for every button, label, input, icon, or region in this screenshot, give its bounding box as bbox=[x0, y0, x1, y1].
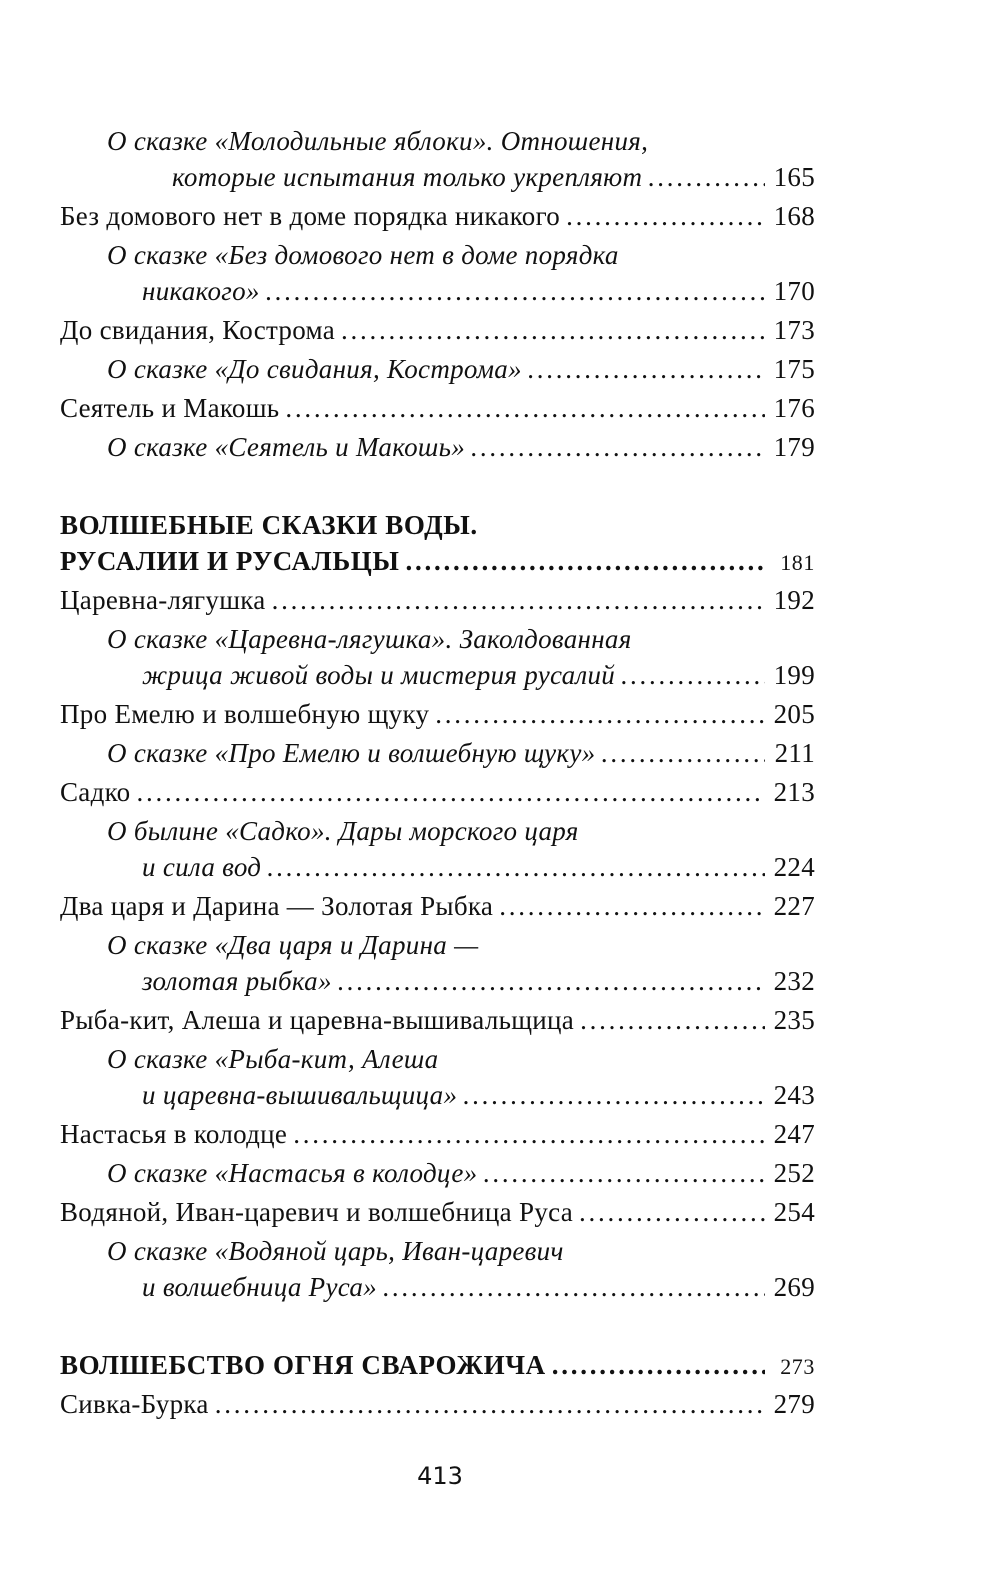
toc-page-number: 175 bbox=[773, 354, 815, 384]
toc-page-number: 224 bbox=[773, 852, 815, 882]
dot-leader bbox=[136, 775, 765, 809]
toc-page-number: 243 bbox=[773, 1080, 815, 1110]
toc-page-number: 273 bbox=[780, 1354, 815, 1379]
toc-line bbox=[107, 238, 815, 272]
toc-section-heading bbox=[60, 508, 815, 542]
toc-page-number: 269 bbox=[773, 1272, 815, 1302]
toc-line bbox=[142, 1078, 815, 1112]
toc-entry-title: и волшебница Руса» bbox=[142, 1272, 377, 1302]
toc-entry-title: Про Емелю и волшебную щуку bbox=[60, 699, 430, 729]
toc-page-number: 227 bbox=[773, 891, 815, 921]
toc-page-number: 176 bbox=[773, 393, 815, 423]
toc-line bbox=[107, 352, 815, 386]
dot-leader bbox=[293, 1117, 765, 1151]
dot-leader bbox=[383, 1270, 765, 1304]
toc-page-number: 199 bbox=[773, 660, 815, 690]
toc-entry-title: До свидания, Кострома bbox=[60, 315, 336, 345]
dot-leader bbox=[266, 274, 765, 308]
toc-entry-title: Сивка-Бурка bbox=[60, 1389, 209, 1419]
toc-page-number: 279 bbox=[773, 1389, 815, 1419]
toc-page-number: 232 bbox=[773, 966, 815, 996]
dot-leader bbox=[215, 1387, 765, 1421]
dot-leader bbox=[338, 964, 765, 998]
toc-line bbox=[60, 1387, 815, 1421]
toc-line bbox=[107, 814, 815, 848]
toc-entry-title: О сказке «Два царя и Дарина — bbox=[107, 930, 479, 960]
toc-line bbox=[172, 160, 815, 194]
toc-line bbox=[142, 274, 815, 308]
dot-leader bbox=[483, 1156, 765, 1190]
dot-leader bbox=[463, 1078, 765, 1112]
toc-line bbox=[107, 124, 815, 158]
toc-entry-title: Настасья в колодце bbox=[60, 1119, 288, 1149]
toc-line bbox=[107, 928, 815, 962]
toc-line bbox=[60, 775, 815, 809]
dot-leader bbox=[499, 889, 765, 923]
toc-section-title: ВОЛШЕБНЫЕ СКАЗКИ ВОДЫ. bbox=[60, 510, 478, 540]
toc-page-number: 213 bbox=[773, 777, 815, 807]
dot-leader bbox=[579, 1195, 765, 1229]
dot-leader bbox=[580, 1003, 765, 1037]
toc-entry-title: Царевна-лягушка bbox=[60, 585, 266, 615]
toc-line bbox=[142, 658, 815, 692]
toc-entry-title: Рыба-кит, Алеша и царевна-вышивальщица bbox=[60, 1005, 575, 1035]
toc-section-title: ВОЛШЕБСТВО ОГНЯ СВАРОЖИЧА bbox=[60, 1350, 546, 1380]
toc-line bbox=[142, 964, 815, 998]
toc-entry-title: Садко bbox=[60, 777, 131, 807]
toc-page-number: 235 bbox=[773, 1005, 815, 1035]
toc-entry-title: и царевна-вышивальщица» bbox=[142, 1080, 458, 1110]
dot-leader bbox=[267, 850, 765, 884]
dot-leader bbox=[601, 736, 765, 770]
toc-section-title: РУСАЛИИ И РУСАЛЬЦЫ bbox=[60, 546, 400, 576]
dot-leader bbox=[566, 199, 765, 233]
toc-entry-title: никакого» bbox=[142, 276, 260, 306]
toc-page-number: 211 bbox=[774, 738, 815, 768]
dot-leader bbox=[648, 160, 765, 194]
toc-line bbox=[142, 850, 815, 884]
dot-leader bbox=[471, 430, 765, 464]
toc-line bbox=[107, 1234, 815, 1268]
dot-leader bbox=[552, 1348, 765, 1382]
toc-page-number: 254 bbox=[773, 1197, 815, 1227]
dot-leader bbox=[435, 697, 765, 731]
toc-entry-title: жрица живой воды и мистерия русалий bbox=[142, 660, 616, 690]
toc-line bbox=[107, 622, 815, 656]
toc-line bbox=[107, 736, 815, 770]
toc-line bbox=[60, 1195, 815, 1229]
toc-line bbox=[60, 697, 815, 731]
toc-page-number: 205 bbox=[773, 699, 815, 729]
toc-entry-title: О былине «Садко». Дары морского царя bbox=[107, 816, 579, 846]
dot-leader bbox=[621, 658, 765, 692]
dot-leader bbox=[272, 583, 765, 617]
dot-leader bbox=[405, 544, 765, 578]
toc-entry-title: которые испытания только укрепляют bbox=[172, 162, 643, 192]
toc-entry-title: Два царя и Дарина — Золотая Рыбка bbox=[60, 891, 494, 921]
toc-entry-title: О сказке «Царевна-лягушка». Заколдованная bbox=[107, 624, 632, 654]
toc-line bbox=[60, 199, 815, 233]
toc-page-number: 247 bbox=[773, 1119, 815, 1149]
toc-line bbox=[107, 430, 815, 464]
toc-entry-title: золотая рыбка» bbox=[142, 966, 332, 996]
toc-entry-title: Водяной, Иван-царевич и волшебница Руса bbox=[60, 1197, 574, 1227]
toc-page-number: 173 bbox=[773, 315, 815, 345]
toc-entry-title: Без домового нет в доме порядка никакого bbox=[60, 201, 561, 231]
toc-page-number: 181 bbox=[780, 550, 815, 575]
toc-entry-title: О сказке «Про Емелю и волшебную щуку» bbox=[107, 738, 596, 768]
toc-entry-title: О сказке «Молодильные яблоки». Отношения, bbox=[107, 126, 649, 156]
toc-entry-title: и сила вод bbox=[142, 852, 262, 882]
toc-line bbox=[142, 1270, 815, 1304]
toc-page-number: 168 bbox=[773, 201, 815, 231]
page-number: 413 bbox=[417, 1462, 463, 1490]
toc-line bbox=[60, 889, 815, 923]
toc-entry-title: О сказке «Сеятель и Макошь» bbox=[107, 432, 465, 462]
toc-page-number: 179 bbox=[773, 432, 815, 462]
toc-entry-title: О сказке «Водяной царь, Иван-царевич bbox=[107, 1236, 564, 1266]
toc-line bbox=[60, 391, 815, 425]
toc-page-number: 165 bbox=[773, 162, 815, 192]
dot-leader bbox=[528, 352, 765, 386]
toc-line bbox=[107, 1042, 815, 1076]
toc-page-number: 192 bbox=[773, 585, 815, 615]
toc-entry-title: О сказке «До свидания, Кострома» bbox=[107, 354, 522, 384]
dot-leader bbox=[285, 391, 765, 425]
toc-line bbox=[60, 1003, 815, 1037]
dot-leader bbox=[341, 313, 765, 347]
toc-page-number: 170 bbox=[773, 276, 815, 306]
toc-section-heading bbox=[60, 544, 815, 580]
toc-entry-title: О сказке «Настасья в колодце» bbox=[107, 1158, 478, 1188]
toc-entry-title: Сеятель и Макошь bbox=[60, 393, 280, 423]
toc-line bbox=[60, 583, 815, 617]
toc-line bbox=[60, 313, 815, 347]
toc-line bbox=[107, 1156, 815, 1190]
toc-page-number: 252 bbox=[773, 1158, 815, 1188]
toc-line bbox=[60, 1117, 815, 1151]
toc-entry-title: О сказке «Без домового нет в доме порядка bbox=[107, 240, 619, 270]
toc-section-heading bbox=[60, 1348, 815, 1384]
toc-entry-title: О сказке «Рыба-кит, Алеша bbox=[107, 1044, 439, 1074]
